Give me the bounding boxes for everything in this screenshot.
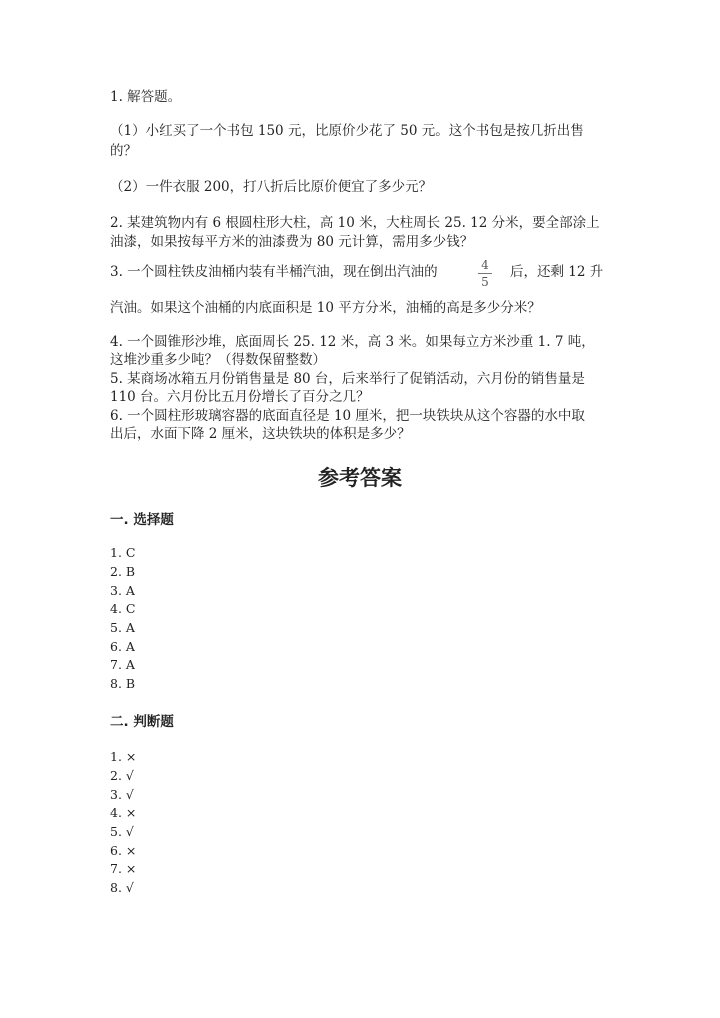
choice-answer: 8. B [110, 676, 136, 691]
question-5-line-1: 5. 某商场冰箱五月份销售量是 80 台，后来举行了促销活动，六月份的销售量是 [110, 371, 585, 387]
judge-answer: 6. × [110, 843, 137, 858]
question-3-line-2: 汽油。如果这个油桶的内底面积是 10 平方分米，油桶的高是多少分米？ [110, 300, 541, 316]
section-heading: 1. 解答题。 [110, 89, 182, 105]
judge-answer: 4. × [110, 805, 137, 820]
section-judge-heading: 二. 判断题 [110, 714, 174, 730]
judge-answer: 5. √ [110, 824, 134, 839]
judge-answer: 1. × [110, 749, 137, 764]
fraction [478, 258, 492, 289]
question-3-line-1-post: 后，还剩 12 升 [510, 264, 604, 280]
choice-answer: 4. C [110, 601, 136, 616]
question-5-line-2: 110 台。六月份比五月份增长了百分之几？ [110, 389, 370, 405]
question-2-line-2: 油漆，如果按每平方米的油漆费为 80 元计算，需用多少钱？ [110, 234, 474, 250]
choice-answer: 7. A [110, 657, 135, 672]
judge-answer: 8. √ [110, 880, 134, 895]
choice-answer: 2. B [110, 564, 136, 579]
fraction-numerator: 4 [481, 258, 489, 272]
choice-answer: 1. C [110, 545, 136, 560]
choice-answer: 5. A [110, 620, 135, 635]
question-4-line-1: 4. 一个圆锥形沙堆，底面周长 25. 12 米，高 3 米。如果每立方米沙重 1. 7 吨， [110, 334, 595, 350]
judge-answer: 2. √ [110, 768, 134, 783]
question-6-line-1: 6. 一个圆柱形玻璃容器的底面直径是 10 厘米，把一块铁块从这个容器的水中取 [110, 408, 585, 424]
question-1-1-line-2: 的？ [110, 143, 137, 159]
question-1-2: （2）一件衣服 200，打八折后比原价便宜了多少元？ [110, 179, 433, 195]
question-1-1-line-1: （1）小红买了一个书包 150 元，比原价少花了 50 元。这个书包是按几折出售 [110, 123, 584, 139]
answers-title: 参考答案 [318, 466, 402, 490]
fraction-bar [478, 273, 492, 274]
fraction-denominator: 5 [481, 275, 489, 289]
judge-answer: 3. √ [110, 787, 134, 802]
choice-answer: 3. A [110, 583, 135, 598]
judge-answer: 7. × [110, 861, 137, 876]
choice-answer: 6. A [110, 639, 135, 654]
question-6-line-2: 出后，水面下降 2 厘米，这块铁块的体积是多少？ [110, 426, 411, 442]
question-2-line-1: 2. 某建筑物内有 6 根圆柱形大柱，高 10 米，大柱周长 25. 12 分米，要全部涂上 [110, 215, 600, 231]
question-4-line-2: 这堆沙重多少吨？（得数保留整数） [110, 352, 326, 368]
question-3-line-1-pre: 3. 一个圆柱铁皮油桶内装有半桶汽油，现在倒出汽油的 [110, 264, 438, 280]
section-choice-heading: 一. 选择题 [110, 512, 174, 528]
